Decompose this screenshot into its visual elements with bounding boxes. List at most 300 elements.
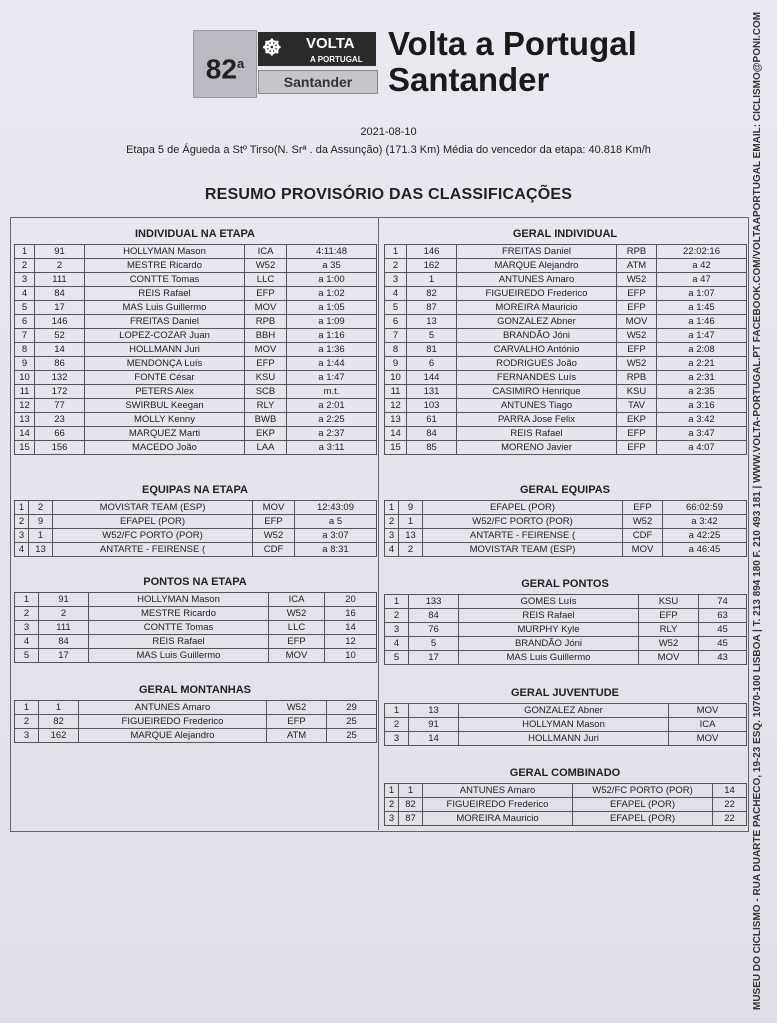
table-cell: W52 — [617, 357, 657, 371]
table-row — [385, 287, 747, 301]
table-cell: 5 — [385, 301, 407, 315]
table-row — [15, 621, 377, 635]
section-individual-etapa — [14, 224, 376, 455]
table-cell: REIS Rafael — [89, 635, 269, 649]
table-cell: 8 — [15, 343, 35, 357]
table-cell: ANTUNES Amaro — [457, 273, 617, 287]
table-cell: 14 — [15, 427, 35, 441]
geral-equipas-table — [384, 500, 747, 557]
table-cell: a 1:47 — [657, 329, 747, 343]
table-cell: EFP — [617, 441, 657, 455]
table-cell: BWB — [245, 413, 287, 427]
table-cell: 87 — [407, 301, 457, 315]
table-row — [385, 637, 747, 651]
section-geral-individual — [384, 224, 746, 455]
table-cell: EKP — [245, 427, 287, 441]
table-cell: 162 — [407, 259, 457, 273]
table-cell: a 1:16 — [287, 329, 377, 343]
table-cell: LOPEZ-COZAR Juan — [85, 329, 245, 343]
table-cell: MAS Luis Guillermo — [85, 301, 245, 315]
table-cell: MOV — [253, 501, 295, 515]
volta-logo-text: VOLTA — [306, 35, 355, 52]
table-cell: W52 — [623, 515, 663, 529]
section-geral-combinado — [384, 763, 746, 826]
table-cell: MARQUE Alejandro — [457, 259, 617, 273]
table-row — [15, 287, 377, 301]
table-cell: 9 — [15, 357, 35, 371]
table-cell: 9 — [385, 357, 407, 371]
table-cell: 87 — [399, 812, 423, 826]
table-cell: REIS Rafael — [459, 609, 639, 623]
table-cell: GOMES Luís — [459, 595, 639, 609]
table-cell: W52 — [267, 701, 327, 715]
table-row — [385, 315, 747, 329]
geral-individual-table — [384, 244, 747, 455]
table-cell: 5 — [409, 637, 459, 651]
table-cell: a 1:00 — [287, 273, 377, 287]
table-cell: 111 — [39, 621, 89, 635]
table-row — [15, 413, 377, 427]
table-cell: MESTRE Ricardo — [85, 259, 245, 273]
table-cell: a 2:21 — [657, 357, 747, 371]
table-cell: 45 — [699, 637, 747, 651]
table-cell: 2 — [385, 259, 407, 273]
table-cell: MURPHY Kyle — [459, 623, 639, 637]
table-cell: RLY — [245, 399, 287, 413]
section-geral-montanhas — [14, 680, 376, 743]
table-row — [15, 593, 377, 607]
table-cell: EFP — [617, 427, 657, 441]
table-cell: REIS Rafael — [85, 287, 245, 301]
table-cell: ATM — [617, 259, 657, 273]
table-cell: 1 — [385, 595, 409, 609]
section-title: GERAL EQUIPAS — [519, 484, 611, 496]
table-cell: 2 — [15, 607, 39, 621]
table-cell: 10 — [385, 371, 407, 385]
event-title-line2: Santander — [388, 61, 550, 98]
table-cell: ICA — [245, 245, 287, 259]
table-cell: a 2:37 — [287, 427, 377, 441]
table-cell: CARVALHO António — [457, 343, 617, 357]
table-cell: 3 — [385, 812, 399, 826]
side-contact-strip — [752, 11, 768, 1020]
table-cell: W52/FC PORTO (POR) — [53, 529, 253, 543]
stage-info: Etapa 5 de Águeda a Stº Tirso(N. Srª . da Assunção) (171.3 Km) Média do vencedor da etapa: 40.818 Km/h — [126, 144, 651, 156]
section-title: GERAL COMBINADO — [509, 767, 621, 779]
table-cell: 9 — [29, 515, 53, 529]
table-row — [15, 715, 377, 729]
table-cell: 3 — [385, 529, 399, 543]
table-cell: 84 — [409, 609, 459, 623]
table-cell: CONTTE Tomas — [85, 273, 245, 287]
table-cell: 20 — [325, 593, 377, 607]
table-cell: 2 — [399, 543, 423, 557]
table-cell: RPB — [617, 245, 657, 259]
table-cell: 17 — [39, 649, 89, 663]
table-cell: 1 — [29, 529, 53, 543]
table-cell: MOV — [639, 651, 699, 665]
table-cell: 91 — [35, 245, 85, 259]
table-cell: BBH — [245, 329, 287, 343]
table-cell: 22 — [713, 812, 747, 826]
table-cell: 4 — [385, 543, 399, 557]
table-row — [385, 704, 747, 718]
table-cell: 9 — [399, 501, 423, 515]
table-cell: a 3:16 — [657, 399, 747, 413]
table-row — [15, 399, 377, 413]
table-cell: 2 — [15, 715, 39, 729]
table-row — [15, 543, 377, 557]
table-cell: W52/FC PORTO (POR) — [423, 515, 623, 529]
table-cell: HOLLMANN Juri — [85, 343, 245, 357]
table-row — [385, 343, 747, 357]
pontos-etapa-table — [14, 592, 377, 663]
table-cell: ICA — [269, 593, 325, 607]
table-cell: 84 — [35, 287, 85, 301]
table-row — [15, 329, 377, 343]
table-cell: 133 — [409, 595, 459, 609]
table-cell: HOLLYMAN Mason — [459, 718, 669, 732]
table-cell: 13 — [407, 315, 457, 329]
table-cell: 7 — [15, 329, 35, 343]
table-cell: 82 — [407, 287, 457, 301]
table-cell: MENDONÇA Luís — [85, 357, 245, 371]
table-cell: 1 — [385, 245, 407, 259]
table-cell: 146 — [407, 245, 457, 259]
table-cell: 3 — [385, 623, 409, 637]
table-cell: 5 — [407, 329, 457, 343]
table-cell: 4 — [385, 287, 407, 301]
table-cell: KSU — [617, 385, 657, 399]
table-cell: a 1:09 — [287, 315, 377, 329]
table-row — [385, 273, 747, 287]
table-cell: EFP — [617, 301, 657, 315]
table-row — [385, 798, 747, 812]
table-cell: 156 — [35, 441, 85, 455]
table-cell: 2 — [385, 718, 409, 732]
table-cell: 6 — [407, 357, 457, 371]
event-title-line1: Volta a Portugal — [388, 25, 637, 62]
table-cell: 131 — [407, 385, 457, 399]
table-cell: 76 — [409, 623, 459, 637]
table-cell: KSU — [639, 595, 699, 609]
table-cell: MOREIRA Mauricio — [457, 301, 617, 315]
table-cell: MOV — [245, 343, 287, 357]
table-cell: 132 — [35, 371, 85, 385]
table-cell: EFP — [269, 635, 325, 649]
equipas-etapa-table — [14, 500, 377, 557]
geral-montanhas-table — [14, 700, 377, 743]
table-cell: 6 — [385, 315, 407, 329]
table-cell: W52 — [639, 637, 699, 651]
section-geral-pontos — [384, 574, 746, 665]
table-cell: 13 — [409, 704, 459, 718]
table-cell: 14 — [713, 784, 747, 798]
table-cell: FERNANDES Luís — [457, 371, 617, 385]
table-row — [15, 635, 377, 649]
table-cell: 16 — [325, 607, 377, 621]
table-cell: ANTARTE - FEIRENSE ( — [423, 529, 623, 543]
volta-logo-subtext: A PORTUGAL — [310, 55, 363, 64]
edition-suffix: a — [236, 56, 245, 71]
table-cell: MESTRE Ricardo — [89, 607, 269, 621]
table-row — [15, 529, 377, 543]
table-cell: 13 — [29, 543, 53, 557]
individual-etapa-table — [14, 244, 377, 455]
table-cell: a 1:36 — [287, 343, 377, 357]
table-row — [385, 245, 747, 259]
table-row — [15, 357, 377, 371]
table-cell: 84 — [407, 427, 457, 441]
table-cell: LLC — [245, 273, 287, 287]
table-cell: 1 — [399, 515, 423, 529]
table-cell: EFP — [267, 715, 327, 729]
table-cell: 1 — [399, 784, 423, 798]
side-contact-text: MUSEU DO CICLISMO - RUA DUARTE PACHECO, 19-23 ESQ. 1070-100 LISBOA | T. 213 894 180 F. 210 493 181 | WWW.VOLTA-PORTUGAL.PT FACEBOOK.COM/VOLTAAPORTUGAL EMAIL: CICLISMO@PONI.COM — [752, 11, 763, 1010]
table-cell: 10 — [15, 371, 35, 385]
section-title: GERAL INDIVIDUAL — [512, 228, 618, 240]
table-cell: FIGUEIREDO Frederico — [457, 287, 617, 301]
table-cell: FIGUEIREDO Frederico — [423, 798, 573, 812]
table-cell: ANTARTE - FEIRENSE ( — [53, 543, 253, 557]
table-cell: HOLLYMAN Mason — [89, 593, 269, 607]
table-cell: W52/FC PORTO (POR) — [573, 784, 713, 798]
table-cell: MACEDO João — [85, 441, 245, 455]
table-cell: a 1:05 — [287, 301, 377, 315]
table-cell: 4 — [15, 287, 35, 301]
table-cell: REIS Rafael — [457, 427, 617, 441]
table-cell: 111 — [35, 273, 85, 287]
table-cell: 14 — [325, 621, 377, 635]
table-cell: 146 — [35, 315, 85, 329]
table-cell: a 3:07 — [295, 529, 377, 543]
table-cell: 13 — [385, 413, 407, 427]
table-cell: 23 — [35, 413, 85, 427]
table-cell: 1 — [15, 593, 39, 607]
table-row — [15, 273, 377, 287]
table-cell: W52 — [253, 529, 295, 543]
table-cell: 25 — [327, 729, 377, 743]
table-cell: PETERS Alex — [85, 385, 245, 399]
table-row — [15, 371, 377, 385]
table-cell: RPB — [245, 315, 287, 329]
table-cell: 10 — [325, 649, 377, 663]
table-cell: a 5 — [295, 515, 377, 529]
table-row — [385, 609, 747, 623]
table-cell: 6 — [15, 315, 35, 329]
table-cell: TAV — [617, 399, 657, 413]
table-row — [385, 371, 747, 385]
table-cell: MOREIRA Mauricio — [423, 812, 573, 826]
table-cell: 11 — [15, 385, 35, 399]
table-cell: a 4:07 — [657, 441, 747, 455]
volta-logo — [258, 32, 376, 66]
table-cell: a 2:25 — [287, 413, 377, 427]
table-cell: 82 — [39, 715, 79, 729]
table-cell: 22 — [713, 798, 747, 812]
table-cell: EFP — [617, 287, 657, 301]
table-cell: MOV — [245, 301, 287, 315]
section-geral-juventude — [384, 683, 746, 746]
table-cell: MOV — [669, 704, 747, 718]
table-row — [385, 385, 747, 399]
table-cell: 17 — [409, 651, 459, 665]
table-cell: EFAPEL (POR) — [53, 515, 253, 529]
table-cell: 1 — [15, 501, 29, 515]
table-cell: EFAPEL (POR) — [423, 501, 623, 515]
table-cell: 13 — [399, 529, 423, 543]
table-row — [385, 623, 747, 637]
section-title: PONTOS NA ETAPA — [143, 576, 247, 588]
table-row — [385, 501, 747, 515]
table-cell: 2 — [385, 609, 409, 623]
table-cell: EFP — [253, 515, 295, 529]
table-cell: 91 — [409, 718, 459, 732]
table-cell: RPB — [617, 371, 657, 385]
table-row — [385, 301, 747, 315]
table-cell: W52 — [245, 259, 287, 273]
table-row — [385, 543, 747, 557]
table-cell: ICA — [669, 718, 747, 732]
table-row — [15, 501, 377, 515]
table-cell: 86 — [35, 357, 85, 371]
table-cell: 17 — [35, 301, 85, 315]
table-row — [15, 607, 377, 621]
table-row — [385, 413, 747, 427]
table-row — [15, 729, 377, 743]
table-cell: EFAPEL (POR) — [573, 812, 713, 826]
table-cell: 1 — [407, 273, 457, 287]
table-row — [15, 427, 377, 441]
table-cell: BRANDÃO Jóni — [459, 637, 639, 651]
table-row — [15, 441, 377, 455]
table-cell: 1 — [385, 784, 399, 798]
table-cell: RLY — [639, 623, 699, 637]
center-divider — [378, 217, 379, 830]
table-cell: GONZALEZ Abner — [459, 704, 669, 718]
table-cell: 12 — [325, 635, 377, 649]
table-cell: CDF — [623, 529, 663, 543]
table-cell: EFP — [623, 501, 663, 515]
table-cell: 3 — [15, 729, 39, 743]
table-cell: a 3:42 — [657, 413, 747, 427]
table-cell: PARRA Jose Felix — [457, 413, 617, 427]
table-cell: 2 — [385, 798, 399, 812]
table-cell: MOLLY Kenny — [85, 413, 245, 427]
table-cell: MOVISTAR TEAM (ESP) — [423, 543, 623, 557]
table-cell: 82 — [399, 798, 423, 812]
table-row — [15, 701, 377, 715]
table-cell: a 47 — [657, 273, 747, 287]
table-cell: LAA — [245, 441, 287, 455]
table-cell: 2 — [15, 259, 35, 273]
table-cell: EFAPEL (POR) — [573, 798, 713, 812]
table-row — [15, 301, 377, 315]
page-title: RESUMO PROVISÓRIO DAS CLASSIFICAÇÕES — [204, 186, 573, 203]
table-cell: MOV — [623, 543, 663, 557]
table-row — [385, 329, 747, 343]
table-cell: 1 — [15, 701, 39, 715]
section-pontos-etapa — [14, 572, 376, 663]
table-cell: 4:11:48 — [287, 245, 377, 259]
table-cell: 43 — [699, 651, 747, 665]
geral-pontos-table — [384, 594, 747, 665]
table-cell: ANTUNES Amaro — [423, 784, 573, 798]
table-cell: a 1:46 — [657, 315, 747, 329]
table-cell: MAS Luis Guillermo — [459, 651, 639, 665]
table-cell: 77 — [35, 399, 85, 413]
table-row — [385, 427, 747, 441]
section-title: INDIVIDUAL NA ETAPA — [135, 228, 255, 240]
event-title — [388, 26, 637, 98]
table-cell: FIGUEIREDO Frederico — [79, 715, 267, 729]
table-cell: m.t. — [287, 385, 377, 399]
table-cell: CONTTE Tomas — [89, 621, 269, 635]
table-cell: a 42:25 — [663, 529, 747, 543]
table-cell: 13 — [15, 413, 35, 427]
edition-number: 82 — [205, 53, 237, 85]
table-cell: FREITAS Daniel — [457, 245, 617, 259]
table-cell: RODRIGUES João — [457, 357, 617, 371]
table-cell: HOLLMANN Juri — [459, 732, 669, 746]
table-cell: 15 — [385, 441, 407, 455]
table-cell: 29 — [327, 701, 377, 715]
table-cell: BRANDÃO Jóni — [457, 329, 617, 343]
table-cell: ANTUNES Tiago — [457, 399, 617, 413]
section-title: EQUIPAS NA ETAPA — [142, 484, 248, 496]
table-cell: a 2:01 — [287, 399, 377, 413]
table-row — [15, 385, 377, 399]
table-row — [385, 441, 747, 455]
table-row — [385, 651, 747, 665]
table-cell: 14 — [385, 427, 407, 441]
table-cell: EFP — [639, 609, 699, 623]
table-cell: 22:02:16 — [657, 245, 747, 259]
table-cell: W52 — [617, 329, 657, 343]
table-cell: 3 — [15, 273, 35, 287]
table-cell: 4 — [15, 635, 39, 649]
table-cell: a 1:07 — [657, 287, 747, 301]
table-cell: 2 — [29, 501, 53, 515]
table-cell: 3 — [385, 273, 407, 287]
table-cell: MOV — [669, 732, 747, 746]
table-cell: 2 — [35, 259, 85, 273]
table-cell: EFP — [617, 343, 657, 357]
table-cell: 14 — [35, 343, 85, 357]
table-cell: HOLLYMAN Mason — [85, 245, 245, 259]
table-cell: 12 — [15, 399, 35, 413]
table-cell: a 3:42 — [663, 515, 747, 529]
table-cell: EKP — [617, 413, 657, 427]
table-row — [385, 357, 747, 371]
table-cell: MOV — [269, 649, 325, 663]
table-cell: MAS Luis Guillermo — [89, 649, 269, 663]
table-row — [15, 343, 377, 357]
section-equipas-etapa — [14, 480, 376, 557]
table-cell: a 1:44 — [287, 357, 377, 371]
table-cell: CASIMIRO Henrique — [457, 385, 617, 399]
table-cell: a 3:11 — [287, 441, 377, 455]
table-cell: 103 — [407, 399, 457, 413]
table-cell: 3 — [15, 529, 29, 543]
table-cell: 2 — [39, 607, 89, 621]
edition-badge — [193, 30, 257, 98]
table-cell: 1 — [385, 501, 399, 515]
table-cell: 11 — [385, 385, 407, 399]
table-cell: 45 — [699, 623, 747, 637]
table-cell: a 3:47 — [657, 427, 747, 441]
table-cell: 15 — [15, 441, 35, 455]
